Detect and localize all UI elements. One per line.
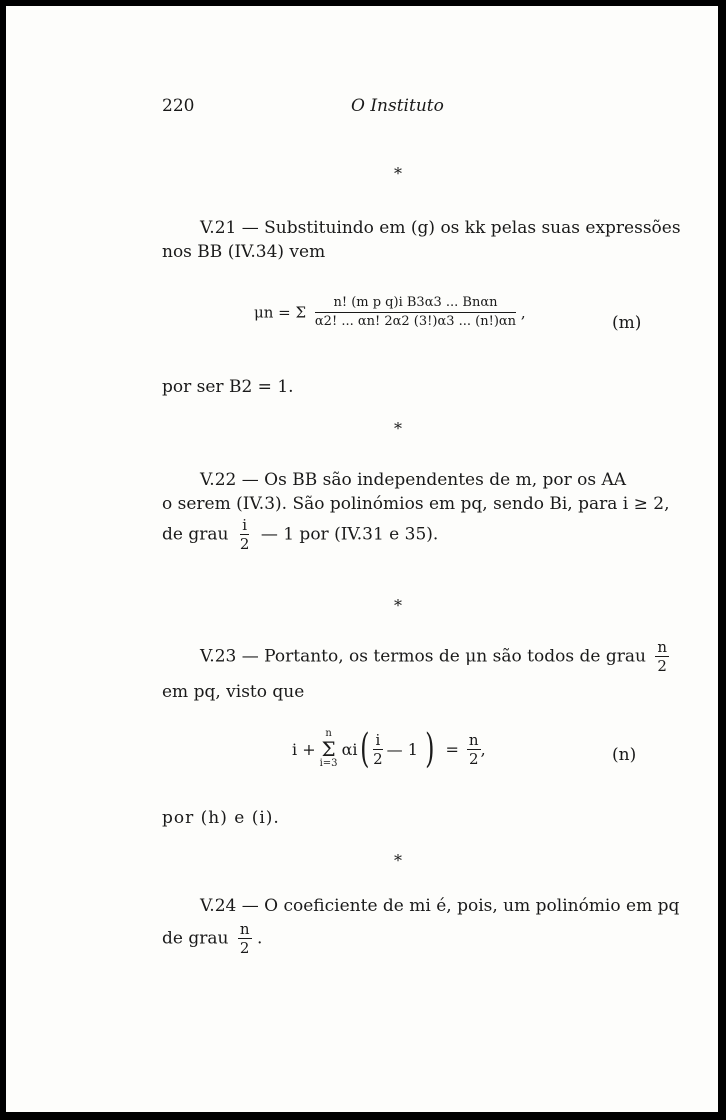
- v24-frac-num: n: [239, 920, 250, 938]
- v22-line2: o serem (IV.3). São polinómios em pq, sendo Bi, para i ≥ 2,: [162, 494, 670, 514]
- book-page: [6, 6, 718, 1112]
- eq-n-comma: ,: [480, 739, 486, 759]
- v23-line2: em pq, visto que: [162, 682, 305, 702]
- running-title: O Instituto: [351, 96, 444, 116]
- eq-m-denominator: α2! ... αn! 2α2 (3!)α3 ... (n!)αn: [314, 314, 517, 329]
- eq-n-minus-one: — 1: [386, 739, 418, 759]
- eq-n-rhs-fraction: [467, 731, 481, 768]
- v23-line1-text: V.23 — Portanto, os termos de μn são todos de grau: [200, 646, 646, 667]
- v21-after: por ser B2 = 1.: [162, 377, 294, 397]
- v23-line1: [200, 638, 669, 675]
- v22-fraction: [240, 516, 250, 553]
- v23-frac-num: n: [657, 638, 667, 656]
- right-paren: ): [425, 726, 435, 772]
- eq-n-rhs-num: n: [468, 730, 479, 749]
- v22-line3-post: — 1 por (IV.31 e 35).: [260, 524, 439, 545]
- v22-line1: V.22 — Os BB são independentes de m, por os AA: [200, 470, 627, 490]
- v22-line3: [162, 516, 438, 553]
- page-number: 220: [162, 96, 195, 116]
- eq-n-inner-fraction: [373, 731, 383, 768]
- eq-n-label: (n): [612, 745, 637, 765]
- eq-m-fraction: [315, 294, 516, 331]
- sigma-symbol: Σ: [321, 737, 336, 761]
- v21-line2: nos BB (IV.34) vem: [162, 242, 326, 262]
- section-separator: *: [394, 419, 402, 438]
- v22-frac-num: i: [240, 516, 250, 535]
- v21-line1-text: V.21 — Substituindo em (g) os kk pelas suas expressões: [200, 218, 681, 238]
- eq-m-label: (m): [612, 313, 642, 333]
- v23-fraction: [655, 638, 669, 675]
- v22-frac-den: 2: [239, 535, 250, 553]
- eq-n-sum-top: n: [325, 728, 332, 739]
- eq-n-in-den: 2: [373, 749, 383, 768]
- v24-fraction: [238, 920, 252, 957]
- v24-line2: [162, 920, 262, 957]
- eq-n-equals: =: [445, 739, 459, 759]
- section-separator: *: [394, 164, 402, 183]
- eq-m-numerator: n! (m p q)i B3α3 ... Bnαn: [315, 294, 516, 313]
- v24-period: .: [256, 928, 263, 949]
- eq-n-rhs-den: 2: [468, 749, 479, 768]
- v23-frac-den: 2: [657, 657, 667, 675]
- equation-n: [292, 726, 486, 772]
- left-paren: (: [360, 726, 370, 772]
- section-separator: *: [394, 596, 402, 615]
- v24-line1: V.24 — O coeficiente de mi é, pois, um polinómio em pq: [200, 896, 680, 916]
- eq-m-lhs: μn = Σ: [254, 303, 307, 322]
- v23-after: por (h) e (i).: [162, 808, 280, 828]
- eq-n-sum: [320, 729, 338, 769]
- eq-n-alpha: αi: [341, 739, 358, 759]
- section-separator: *: [394, 851, 402, 870]
- eq-n-sum-bottom: i=3: [319, 758, 338, 769]
- eq-n-in-num: i: [373, 731, 383, 750]
- v21-line1: [200, 218, 681, 238]
- v22-line3-pre: de grau: [162, 524, 229, 545]
- equation-m: [254, 294, 526, 331]
- v24-frac-den: 2: [239, 939, 250, 957]
- eq-m-comma: ,: [520, 303, 526, 322]
- v24-line2-pre: de grau: [162, 928, 229, 949]
- eq-n-lhs: i +: [292, 739, 316, 759]
